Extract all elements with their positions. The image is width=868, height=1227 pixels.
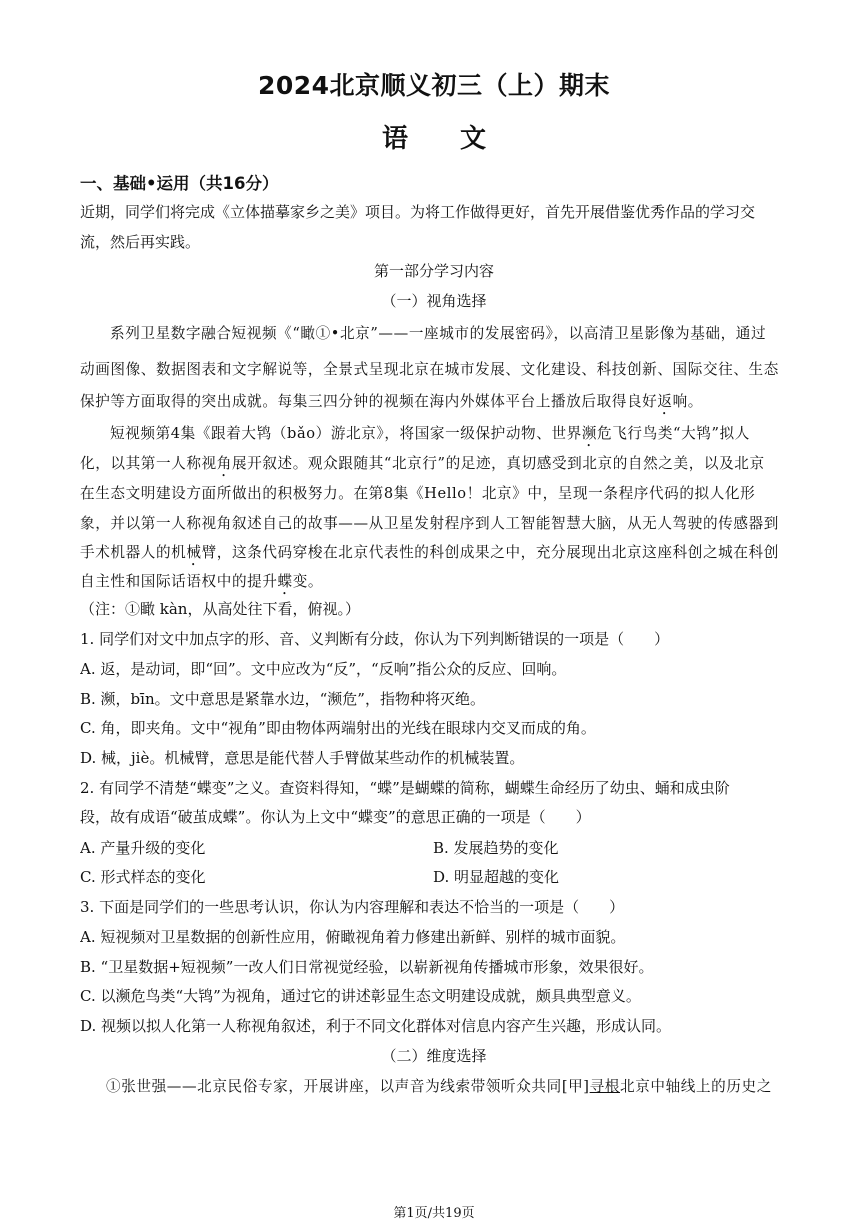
dotted-char-bin: 濒 [581, 425, 598, 442]
passage-1-line-1: 系列卫星数字融合短视频《“瞰①•北京”——一座城市的发展密码》，以高清卫星影像为基础，通过 [110, 325, 767, 342]
q2-option-c: C. 形式样态的变化 [80, 868, 206, 886]
q2-options-row-2 [80, 862, 785, 892]
q3-option-b: B. “卫星数据+短视频”一改人们日常视觉经验，以崭新视角传播城市形象，效果很好。 [80, 958, 654, 976]
passage-2-line-4: 象，并以第一人称视角叙述自己的故事——从卫星发射程序到人工智能智慧大脑，从无人驾驶的传感器到 [80, 515, 779, 532]
question-2-line-1: 2. 有同学不清楚“蝶变”之义。查资料得知，“蝶”是蝴蝶的简称，蝴蝶生命经历了幼虫、蛹和成虫阶 [80, 779, 730, 797]
q2-options-row-1 [80, 833, 785, 863]
passage-1-line-2: 动画图像、数据图表和文字解说等，全景式呈现北京在城市发展、文化建设、科技创新、国际交往、生态 [80, 361, 779, 378]
q2-option-b: B. 发展趋势的变化 [433, 839, 559, 857]
passage-2-line-6: 自主性和国际话语权中的提升蝶变。 [80, 573, 324, 590]
page-footer: 第1页/共19页 [393, 1206, 475, 1221]
q1-option-d: D. 械，jiè。机械臂，意思是能代替人手臂做某些动作的机械装置。 [80, 749, 525, 767]
dotted-char-die: 蝶 [277, 573, 293, 590]
question-1: 1. 同学们对文中加点字的形、音、义判断有分歧，你认为下列判断错误的一项是（ ） [80, 630, 670, 648]
subsection-title-1: （一）视角选择 [381, 292, 487, 310]
section-heading: 一、基础•运用（共16分） [80, 174, 279, 193]
passage-3-line-1: ①张世强——北京民俗专家，开展讲座，以声音为线索带领听众共同[甲]寻根北京中轴线上的历史之 [106, 1078, 772, 1095]
question-2-line-2: 段，故有成语“破茧成蝶”。你认为上文中“蝶变”的意思正确的一项是（ ） [80, 808, 591, 826]
q3-option-c: C. 以濒危鸟类“大鸨”为视角，通过它的讲述彰显生态文明建设成就，颇具典型意义。 [80, 987, 641, 1005]
passage-2-line-5: 手术机器人的机械臂，这条代码穿梭在北京代表性的科创成果之中，充分展现出北京这座科创之城在科创 [80, 544, 779, 561]
q1-option-b: B. 濒，bīn。文中意思是紧靠水边，“濒危”，指物种将灭绝。 [80, 690, 485, 708]
passage-1-line-3: 保护等方面取得的突出成就。每集三四分钟的视频在海内外媒体平台上播放后取得良好返响。 [80, 393, 703, 410]
passage-2-line-2: 化，以其第一人称视角展开叙述。观众跟随其“北京行”的足迹，真切感受到北京的自然之美，以及北京 [80, 455, 765, 472]
underlined-term: 寻根 [589, 1078, 620, 1095]
dotted-char-fan: 返 [657, 393, 673, 410]
passage-2-line-3: 在生态文明建设方面所做出的积极努力。在第8集《Hello！北京》中，呈现一条程序代码的拟人化形 [80, 485, 756, 502]
intro-line-2: 流，然后再实践。 [80, 233, 201, 251]
q1-option-a: A. 返，是动词，即“回”。文中应改为“反”，“反响”指公众的反应、回响。 [80, 660, 567, 678]
part-title: 第一部分学习内容 [373, 262, 494, 280]
question-3: 3. 下面是同学们的一些思考认识，你认为内容理解和表达不恰当的一项是（ ） [80, 898, 625, 916]
intro-line-1: 近期，同学们将完成《立体描摹家乡之美》项目。为将工作做得更好，首先开展借鉴优秀作品的学习交 [80, 203, 756, 221]
q3-option-d: D. 视频以拟人化第一人称视角叙述，利于不同文化群体对信息内容产生兴趣，形成认同。 [80, 1017, 672, 1035]
q2-option-a: A. 产量升级的变化 [80, 839, 206, 857]
dotted-char-jiao: 角 [216, 455, 232, 472]
exam-title: 2024北京顺义初三（上）期末 [257, 71, 611, 100]
q2-option-d: D. 明显超越的变化 [433, 868, 560, 886]
q3-option-a: A. 短视频对卫星数据的创新性应用，俯瞰视角着力修建出新鲜、别样的城市面貌。 [80, 928, 626, 946]
q1-option-c: C. 角，即夹角。文中“视角”即由物体两端射出的光线在眼球内交叉而成的角。 [80, 719, 596, 737]
subject-title: 语文 [381, 124, 538, 154]
dotted-char-xie: 械 [186, 544, 202, 561]
subsection-title-2: （二）维度选择 [381, 1047, 487, 1065]
passage-2-line-1: 短视频第4集《跟着大鸨（bǎo）游北京》，将国家一级保护动物、世界濒危飞行鸟类“大鸨”拟人 [110, 425, 750, 442]
footnote: （注：①瞰 kàn，从高处往下看，俯视。） [80, 600, 360, 618]
